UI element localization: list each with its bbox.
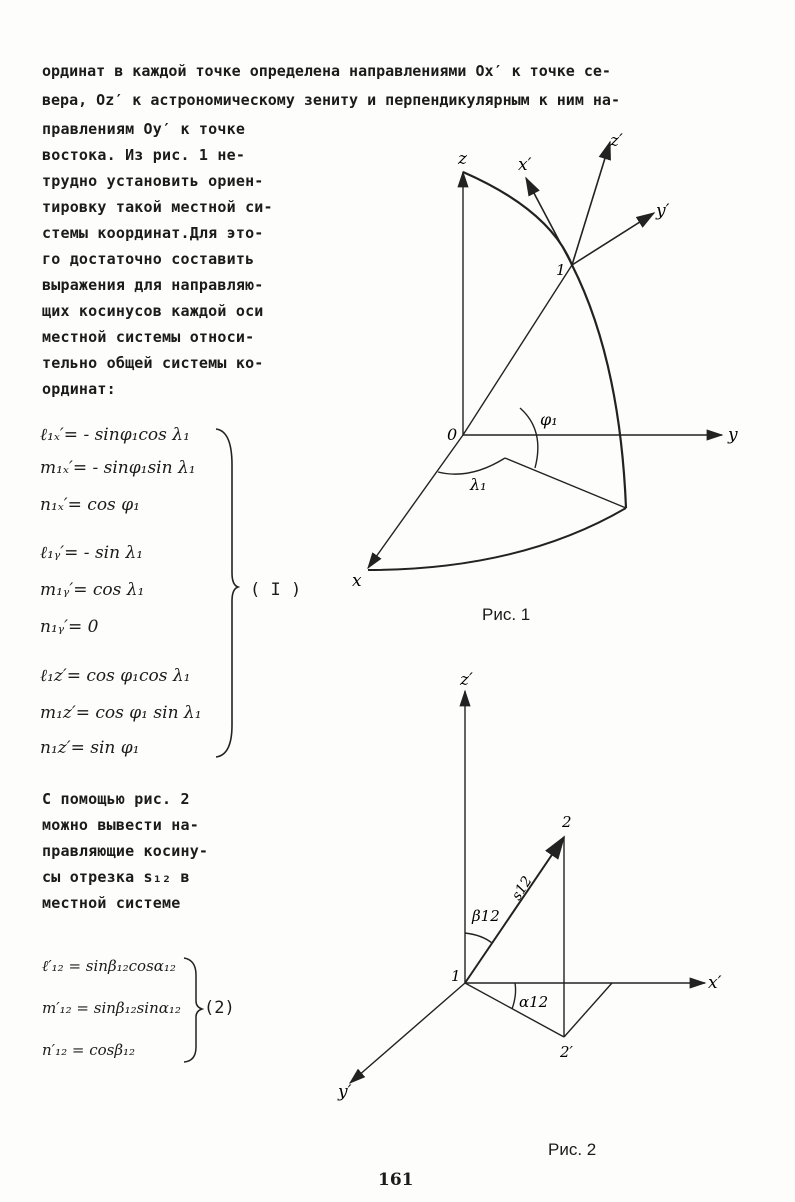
alpha-arc [512,983,516,1009]
figure-1-caption: Рис. 1 [482,605,531,624]
intro-line-2: вера, Oz′ к астрономическому зениту и перпендикулярным к ним на- [42,91,620,109]
label-x: x [352,571,362,591]
text-line: трудно установить ориен- [42,172,264,190]
label-z-prime: z′ [610,131,623,151]
label-point-2: 2 [562,813,572,831]
label-point-1: 1 [556,261,566,279]
formula-row: n₁ₓ′= cos φ₁ [40,495,140,515]
formula-row: m₁z′= cos φ₁ sin λ₁ [40,703,202,723]
label-origin: 0 [447,425,458,444]
text-line: С помощью рис. 2 [42,790,190,808]
label-phi: φ₁ [540,410,558,429]
y-prime-axis [572,213,654,265]
formula-row: ℓ₁z′= cos φ₁cos λ₁ [40,666,191,686]
label-beta: β12 [472,907,500,925]
label-y-prime: y′ [338,1082,352,1102]
equator-arc [368,508,626,570]
lambda-arc [438,458,505,474]
y-prime-axis [350,983,465,1083]
text-line: сы отрезка s₁₂ в [42,868,190,886]
label-lambda: λ₁ [470,475,487,494]
x-projection [564,983,612,1037]
text-line: правляющие косину- [42,842,209,860]
text-line: щих косинусов каждой оси [42,302,264,320]
label-alpha: α12 [519,993,549,1011]
label-point-1: 1 [451,967,461,985]
label-y: y [728,425,738,445]
formula-row: ℓ′₁₂ = sinβ₁₂cosα₁₂ [42,957,176,975]
right-brace-1 [210,425,240,760]
z-prime-axis [572,142,610,265]
projection-line [465,983,564,1037]
text-line: ординат: [42,380,116,398]
formula-row: m₁ᵧ′= cos λ₁ [40,580,145,600]
text-line: местной системе [42,894,181,912]
text-line: правлениям Oy′ к точке [42,120,246,138]
page-number: 161 [378,1170,414,1190]
text-line: го достаточно составить [42,250,255,268]
text-line: тельно общей системы ко- [42,354,264,372]
formula-row: m₁ₓ′= - sinφ₁sin λ₁ [40,458,196,478]
text-line: стемы координат.Для это- [42,224,264,242]
figure-2 [320,665,760,1135]
x-prime-axis [526,178,572,265]
figure-1 [330,120,790,600]
figure-2-caption: Рис. 2 [548,1140,597,1159]
formula-row: ℓ₁ᵧ′= - sin λ₁ [40,543,144,563]
text-line: востока. Из рис. 1 не- [42,146,246,164]
system-1-label: ( I ) [250,580,302,600]
projection-line [505,458,626,508]
x-axis [368,435,463,568]
label-s12: s12 [508,873,536,904]
label-x-prime: x′ [708,973,722,993]
label-point-2-prime: 2′ [560,1043,573,1061]
text-line: можно вывести на- [42,816,199,834]
meridian-arc [463,172,626,508]
formula-row: m′₁₂ = sinβ₁₂sinα₁₂ [42,999,181,1017]
label-z: z [458,149,467,169]
label-z-prime: z′ [460,670,473,690]
text-line: местной системы относи- [42,328,255,346]
formula-row: n₁ᵧ′= 0 [40,617,99,637]
formula-row: ℓ₁ₓ′= - sinφ₁cos λ₁ [40,425,190,445]
text-line: тировку такой местной си- [42,198,273,216]
intro-line-1: ординат в каждой точке определена направлениями Ox′ к точке се- [42,62,611,80]
beta-arc [465,933,492,943]
phi-arc [520,408,538,468]
formula-row: n′₁₂ = cosβ₁₂ [42,1041,136,1059]
right-brace-2 [180,955,206,1065]
formula-row: n₁z′= sin φ₁ [40,738,140,758]
label-x-prime: x′ [518,155,532,175]
text-line: выражения для направляю- [42,276,264,294]
label-y-prime: y′ [656,201,670,221]
system-2-label: (2) [204,998,235,1018]
